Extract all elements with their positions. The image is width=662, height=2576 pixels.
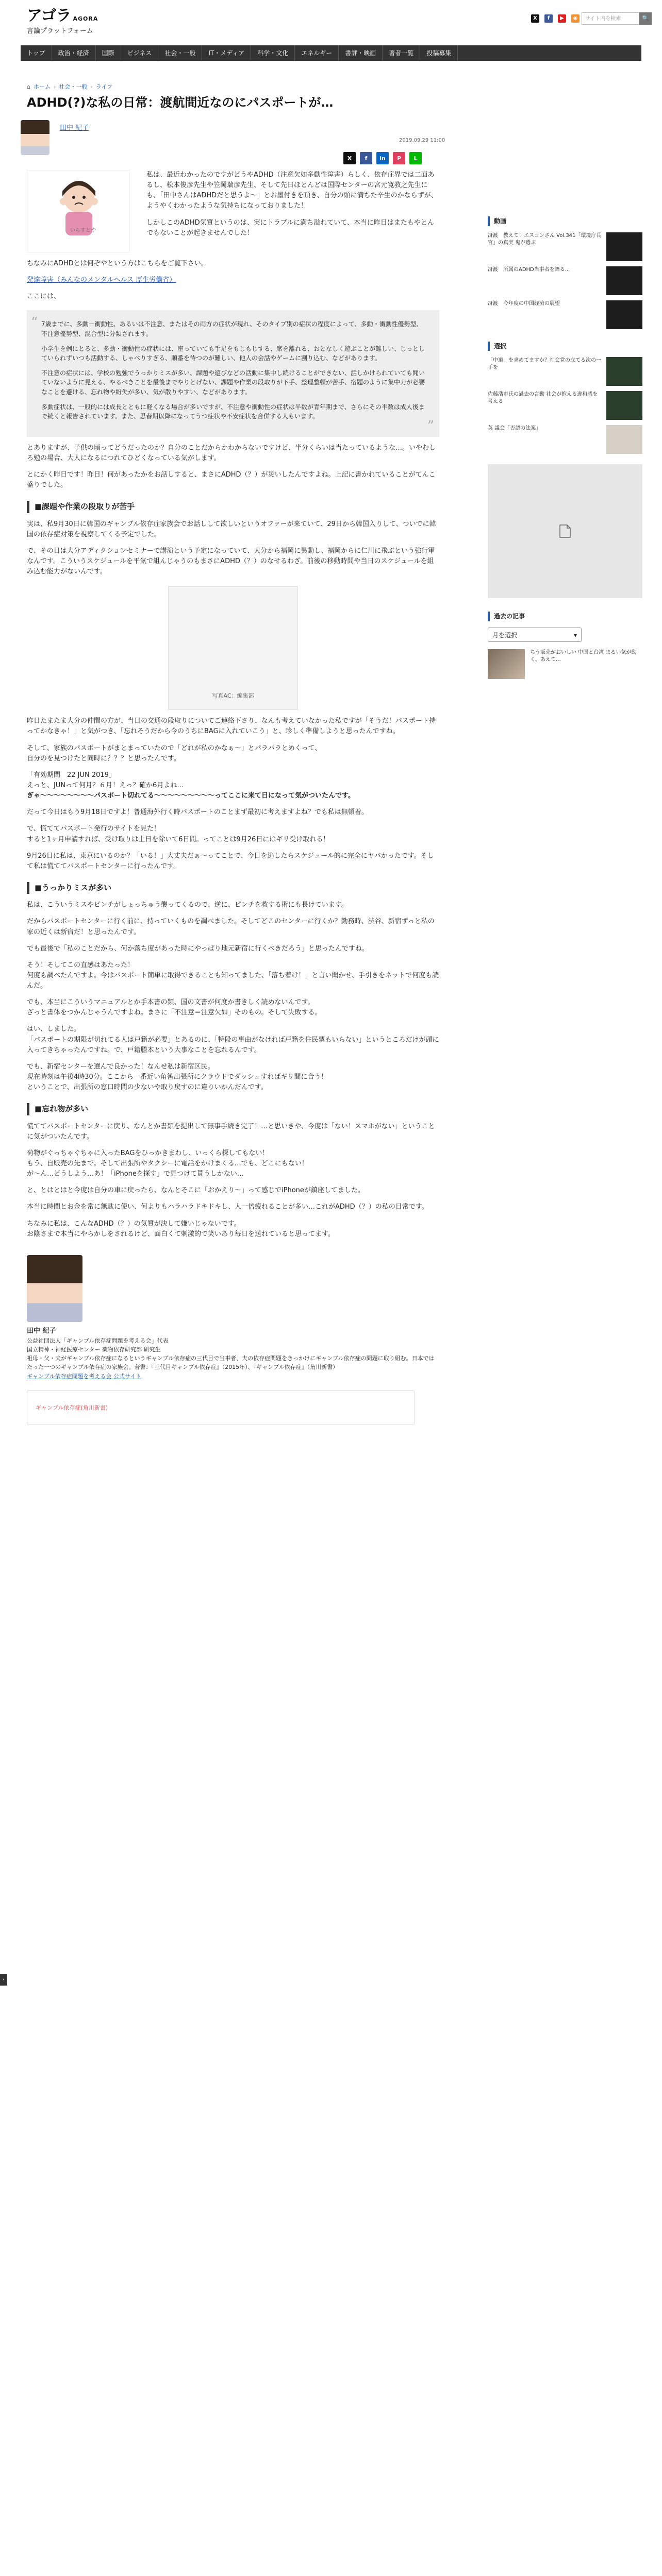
main-column: [21, 95, 469, 162]
document-icon: [559, 524, 571, 538]
sidebar-thumb: [606, 300, 642, 329]
paragraph: ここには、: [27, 293, 61, 301]
sidebar: [488, 216, 642, 679]
paragraph: だからパスポートセンターに行く前に、持っていくものを調べました。そしてどこのセンターに行くか？勤務時、渋谷、新宿ずっと私の家の近くは新宿だ！と思ったんです。: [27, 918, 435, 936]
ad-placeholder[interactable]: [488, 464, 642, 598]
paragraph: ちなみにADHDとは何ぞやという方はこちらをご覧下さい。: [27, 260, 208, 267]
paragraph: 何度も調べたんですよ。今はパスポート簡単に取得できることも知ってました、「落ち着け！」と言い聞かせ、手引きをネットで何度も読んだ。: [27, 971, 439, 990]
intro-paragraph: 私は、最近わかったのですがどうやADHD（注意欠如多動性障害）らしく、依存症界では二面あるし、松本俊彦先生や笠岡瑞彦先生、そして先日ほとんどは国際センターの宮元寛教之先生にも、「田中さんはADHDだと思うよ〜」とお墨付きを頂き、自分の頭に満ちた辛生のかならずが、ようやくわかったような気持ちになっておりました！: [146, 171, 438, 210]
paragraph: とありますが、子供の頃ってどうだったのか？自分のことだからかわからないですけど、半分くらいは当たっているような…。いやむしろ勉の場合、大人になるにつれてひどくなっている気がします。: [27, 444, 436, 462]
emphasis-line: ぎゃ〜〜〜〜〜〜〜〜パスポート切れてる〜〜〜〜〜〜〜〜〜ってここに来て日になって気がついたんです。: [27, 792, 355, 800]
book-promo[interactable]: [27, 1390, 415, 1425]
paragraph: とにかく昨日です！昨日！何があったかをお話しすると、まさにADHD（？）が災いしたんですよね。上記に書かれていることがてんこ盛りでした。: [27, 471, 436, 489]
paragraph: 現在時刻は午後4時30分。ここから一番近い角筈出張所にクラウドでダッシュすればギリ間に合う！: [27, 1073, 328, 1081]
paragraph: もう、自販売の先まで。そして出張所やタクシーに電話をかけまくる…でも、どこにもない！: [27, 1160, 308, 1167]
sidebar-item[interactable]: [488, 300, 642, 329]
illustration-image: [27, 170, 130, 252]
youtube-icon[interactable]: ▶: [558, 14, 566, 23]
site-header: [0, 0, 662, 45]
quote-close-icon: ”: [427, 418, 434, 434]
sidebar-hot-item[interactable]: [488, 649, 642, 679]
sidebar-item-title: 冴渡 所属のADHD当事者を語る...: [488, 266, 570, 273]
search-input[interactable]: サイト内を検索: [582, 12, 639, 25]
facebook-icon[interactable]: f: [544, 14, 553, 23]
breadcrumb-item[interactable]: ライフ: [95, 83, 113, 90]
sidebar-thumb: [606, 357, 642, 386]
breadcrumb-item[interactable]: 社会・一般: [59, 83, 88, 90]
nav-item[interactable]: 科学・文化: [251, 45, 295, 61]
paragraph: 荷物がぐっちゃぐちゃに入ったBAGをひっかきまわし、いっくら探してもない！: [27, 1149, 269, 1157]
sidebar-thumb: [606, 391, 642, 420]
sidebar-item[interactable]: [488, 232, 642, 261]
sidebar-item[interactable]: [488, 425, 642, 454]
author-photo: [27, 1255, 82, 1322]
chevron-down-icon: ▾: [573, 631, 577, 639]
hot-thumb: [488, 649, 525, 679]
publish-date: 2019.09.29 11:00: [399, 138, 445, 144]
nav-item[interactable]: 投稿募集: [420, 45, 458, 61]
author-bio: [27, 1255, 439, 1425]
quote-paragraph: 多動症状は、一般的には成長とともに軽くなる場合が多いですが、不注意や衝動性の症状は半数が青年期まで、さらにその半数は成人後まで続くと報告されています。また、思春期以降になってうつ症状や不安症状を合併する人もいます。: [41, 403, 425, 420]
article-title: ADHD(?)な私の日常：渡航間近なのにパスポートが…: [27, 95, 334, 110]
paragraph: お陰さまで本当にやらかしをされるけど、面白くて刺激的で笑いあり毎日を送れていると思ってます。: [27, 1230, 335, 1238]
site-logo[interactable]: [27, 4, 98, 37]
paragraph: 本当に時間とお金を常に無駄に使い、何よりもハラハラドキドキし、人一倍疲れることが多い…これがADHD（？）の私の日常です。: [27, 1203, 428, 1211]
nav-item[interactable]: エネルギー: [295, 45, 339, 61]
logo-sub: AGORA: [73, 15, 98, 22]
sidebar-heading: 選択: [488, 342, 642, 351]
paragraph: ということで、出張所の窓口時間の少ないや取り戻すのに違りいかんだんです。: [27, 1083, 268, 1092]
nav-item[interactable]: 国際: [96, 45, 121, 61]
breadcrumb-item[interactable]: ホーム: [33, 83, 51, 90]
sidebar-item-title: 英 議会「否認の法案」: [488, 426, 541, 432]
nav-item[interactable]: 政治・経済: [52, 45, 96, 61]
bio-role: 国立精神・神経医療センター 薬物依存研究部 研究生: [27, 1346, 161, 1353]
quote-open-icon: “: [31, 315, 38, 331]
paragraph: はい、しました。: [27, 1025, 81, 1033]
paragraph: えっと、JUNって何月？６月！えっ？確か6月よね…: [27, 781, 184, 789]
sidebar-heading: 過去の記事: [488, 612, 642, 621]
bio-link[interactable]: ギャンブル依存症問題を考える会 公式サイト: [27, 1373, 142, 1380]
paragraph: しかしこのADHD気質というのは、実にトラブルに満ち溢れていて、本当に昨日はまたもやとんでもないことが起きませんでした！: [146, 218, 434, 237]
author-link[interactable]: 田中 紀子: [60, 124, 89, 132]
sidebar-item[interactable]: [488, 266, 642, 295]
sidebar-item-title: 「中道」を求めてますか？社会党の立てる次の一手を: [488, 358, 601, 371]
section-heading: ■忘れ物が多い: [27, 1103, 439, 1115]
sidebar-item[interactable]: [488, 357, 642, 386]
share-facebook-icon[interactable]: f: [360, 152, 372, 164]
bio-name[interactable]: 田中 紀子: [27, 1327, 56, 1335]
nav-item[interactable]: 書評・映画: [339, 45, 383, 61]
nav-item[interactable]: 社会・一般: [158, 45, 202, 61]
nav-item[interactable]: IT・メディア: [202, 45, 251, 61]
logo-main: アゴラ: [27, 7, 71, 25]
rss-icon[interactable]: ◉: [571, 14, 580, 23]
floating-tab[interactable]: ‹: [0, 1974, 7, 1986]
share-buttons: [343, 152, 422, 164]
paragraph: 慌ててパスポートセンターに戻り、なんとか書類を提出して無事手続き完了！…と思いきや、今度は「ない！スマホがない」ということに気がついたんです。: [27, 1122, 435, 1141]
paragraph: そして、家族のパスポートがまとまっていたので「どれが私のかなぁ〜」とパラパラとめくって、: [27, 744, 322, 752]
sidebar-item-title: 冴渡 教えて！エスコンさん Vol.341「環境庁長官」の真実 鬼が選ぶ: [488, 232, 602, 246]
illustration-caption: いらすとや: [70, 228, 96, 233]
section-heading: ■うっかりミスが多い: [27, 882, 439, 894]
quote-paragraph: 不注意の症状には、学校の勉強でうっかりミスが多い、課題や遊びなどの活動に集中し続けることができない、話しかけられていても聞いていないように見える、やるべきことを最後までやりとげない、課題や作業の段取りが下手、整理整頓が苦手、宿題のように集中力が必要なことを避ける、忘れ物や紛失が多い、気が散りやすい、などがあります。: [41, 369, 425, 396]
paragraph: 自分のを見つけたと同時に？？？と思ったんです。: [27, 754, 180, 762]
sidebar-heading: 動画: [488, 216, 642, 226]
sidebar-item-title: 冴渡 今年度の中国経済の展望: [488, 300, 560, 307]
promo-text: ギャンブル依存症(角川新書): [36, 1404, 108, 1411]
paragraph: 9月26日に私は、東京にいるのか？「いる！」大丈夫だぁ〜ってことで、今日を逃したらスケジュール的に完全にヤバかったです。そして私は慌ててパスポートセンターに行ったんです。: [27, 852, 434, 870]
share-line-icon[interactable]: L: [409, 152, 422, 164]
search-button[interactable]: 🔍: [639, 12, 652, 25]
paragraph: 「パスポートの期限が切れてる人は戸籍が必要」とあるのに、「特段の事由がなければ戸籍を住民票もいらない」というところだけが頭に入ってきちゃったんですね。で、戸籍謄本という大事なことを忘れるんです。: [27, 1036, 439, 1054]
bio-description: 祖母・父・夫がギャンブル依存症になるというギャンブル依存症の三代目で当事者、夫の依存症問題をきっかけにギャンブル依存症の問題に取り組む。日本ではたった一つのギャンブル依存症の家族会。著書：『三代目ギャンブル依存症』（2015年）、『ギャンブル依存症』（角川新書）: [27, 1355, 435, 1371]
paragraph: でも、新宿センターを選んで良かった！なんせ私は新宿区民。: [27, 1062, 214, 1071]
sidebar-thumb: [606, 266, 642, 295]
nav-item[interactable]: トップ: [21, 45, 52, 61]
home-icon: ⌂: [27, 83, 30, 90]
section-heading: ■課題や作業の段取りが苦手: [27, 501, 439, 513]
paragraph: でも、本当にこういうマニュアルとか手本書の類、国の文書が何度か書きしく読めないんです。: [27, 998, 315, 1007]
archive-select-value: 月を選択: [492, 631, 518, 639]
share-pocket-icon[interactable]: P: [393, 152, 405, 164]
article-body: [27, 170, 439, 1425]
sidebar-item-title: 佐藤浩市氏の過去の言動 社会が抱える違和感を考える: [488, 392, 598, 405]
paragraph: が〜ん…どうしよう…あ！「iPhoneを探す」で見つけて貰うしかない…: [27, 1170, 244, 1178]
paragraph: で、慌ててパスポート発行のサイトを見た！: [27, 825, 160, 833]
social-links: [531, 14, 580, 23]
paragraph: 私は、こういうミスやピンチがしょっちゅう襲ってくるので、逆に、ピンチを救する術にも長けています。: [27, 901, 348, 909]
share-x-icon[interactable]: X: [343, 152, 356, 164]
author-avatar[interactable]: [21, 120, 49, 155]
breadcrumb-separator: ›: [90, 83, 93, 90]
paragraph: だって今日はもう9月18日ですよ！普通海外行く時パスポートのことまず最初に考えますよね？でも私は無頓着。: [27, 808, 368, 817]
bio-role: 公益社団法人「ギャンブル依存症問題を考える会」代表: [27, 1337, 169, 1344]
paragraph: でも最後で「私のことだから、何か落ち度があった時にやっぱり地元新宿に行くべきだろう」と思ったんですね。: [27, 944, 369, 953]
article-intro: [27, 170, 439, 252]
nav-item[interactable]: 著者一覧: [383, 45, 420, 61]
breadcrumb-separator: ›: [53, 83, 56, 90]
paragraph: 昨日たまたま大分の仲間の方が、当日の交通の段取りについてご連絡下さり、なんも考えていなかった私ですが「そうだ！パスポート持ってかなきゃ！」と気がつき、「忘れそうだから今のうちにBAGに入れていこう」と、珍しく準備しようと思ったんですね。: [27, 717, 436, 736]
author-row: [21, 116, 469, 162]
paragraph: 「有効期間 22 JUN 2019」: [27, 771, 115, 779]
breadcrumb: [27, 82, 112, 91]
logo-tagline: 言論プラットフォーム: [27, 27, 93, 35]
quote-paragraph: 小学生を例にとると、多動・衝動性の症状には、座っていても手足をもじもじする、席を離れる、おとなしく遊ぶことが難しい、じっとしていられずいつも活動する、しゃべりすぎる、順番を待つのが難しい、他人の会話やゲームに割り込む、などがあります。: [41, 345, 425, 362]
blockquote: [27, 310, 439, 436]
mhlw-link[interactable]: 発達障害（みんなのメンタルヘルス 厚生労働省）: [27, 276, 176, 284]
x-icon[interactable]: X: [531, 14, 539, 23]
worried-person-illustration: [27, 171, 130, 253]
share-linkedin-icon[interactable]: in: [376, 152, 389, 164]
passport-photo: [168, 586, 298, 710]
main-nav: [21, 45, 641, 61]
paragraph: ちなみに私は、こんなADHD（？）の気質が決して嫌いじゃないです。: [27, 1219, 241, 1228]
paragraph: ざっと書体をつかんじゃうんですよね。まさに「不注意＝注意欠如」そのもの。そして失敗する。: [27, 1009, 322, 1017]
photo-caption: 写真AC：編集部: [212, 692, 254, 700]
quote-paragraph: 7歳までに、多動－衝動性、あるいは不注意、またはその両方の症状が現れ、そのタイプ別の症状の程度によって、多動・衝動性優勢型、不注意優勢型、混合型に分類されます。: [41, 320, 423, 338]
paragraph: すると1ヶ月申請すれば、受け取りは土日を除いて6日間。ってことは9月26日にはギリ受け取れる！: [27, 835, 330, 843]
paragraph: 実は、私9月30日に韓国のギャンブル依存症家族会でお話しして欲しいというオファーが来ていて、29日から韓国入りして、ついでに韓国の依存症対策を視察してくる予定でした。: [27, 520, 436, 538]
sidebar-thumb: [606, 232, 642, 261]
paragraph: で、その日は大分アディクションセミナーで講演という予定になっていて、大分から福岡に異動し、福岡からに仁川に飛ぶという強行軍なんです。こういうスケジュールを平気で組んじゃうのもまさにADHD（？）のなせるわざ。前後の移動時間や当日のスケジュールを組み込む能力がないんです。: [27, 547, 435, 576]
hot-title: ちう販売がおいしい 中国と台湾 まるい気が動く、あえて…: [530, 649, 637, 663]
paragraph: と、とはとはと今度は自分の車に戻ったら、なんとそこに「おかえり〜」って感じでiPhoneが鎮座してました。: [27, 1187, 365, 1195]
nav-item[interactable]: ビジネス: [121, 45, 159, 61]
sidebar-thumb: [606, 425, 642, 454]
paragraph: そう！そしてこの直感はあたった！: [27, 961, 135, 969]
sidebar-item[interactable]: [488, 391, 642, 420]
archive-select[interactable]: [488, 628, 582, 642]
